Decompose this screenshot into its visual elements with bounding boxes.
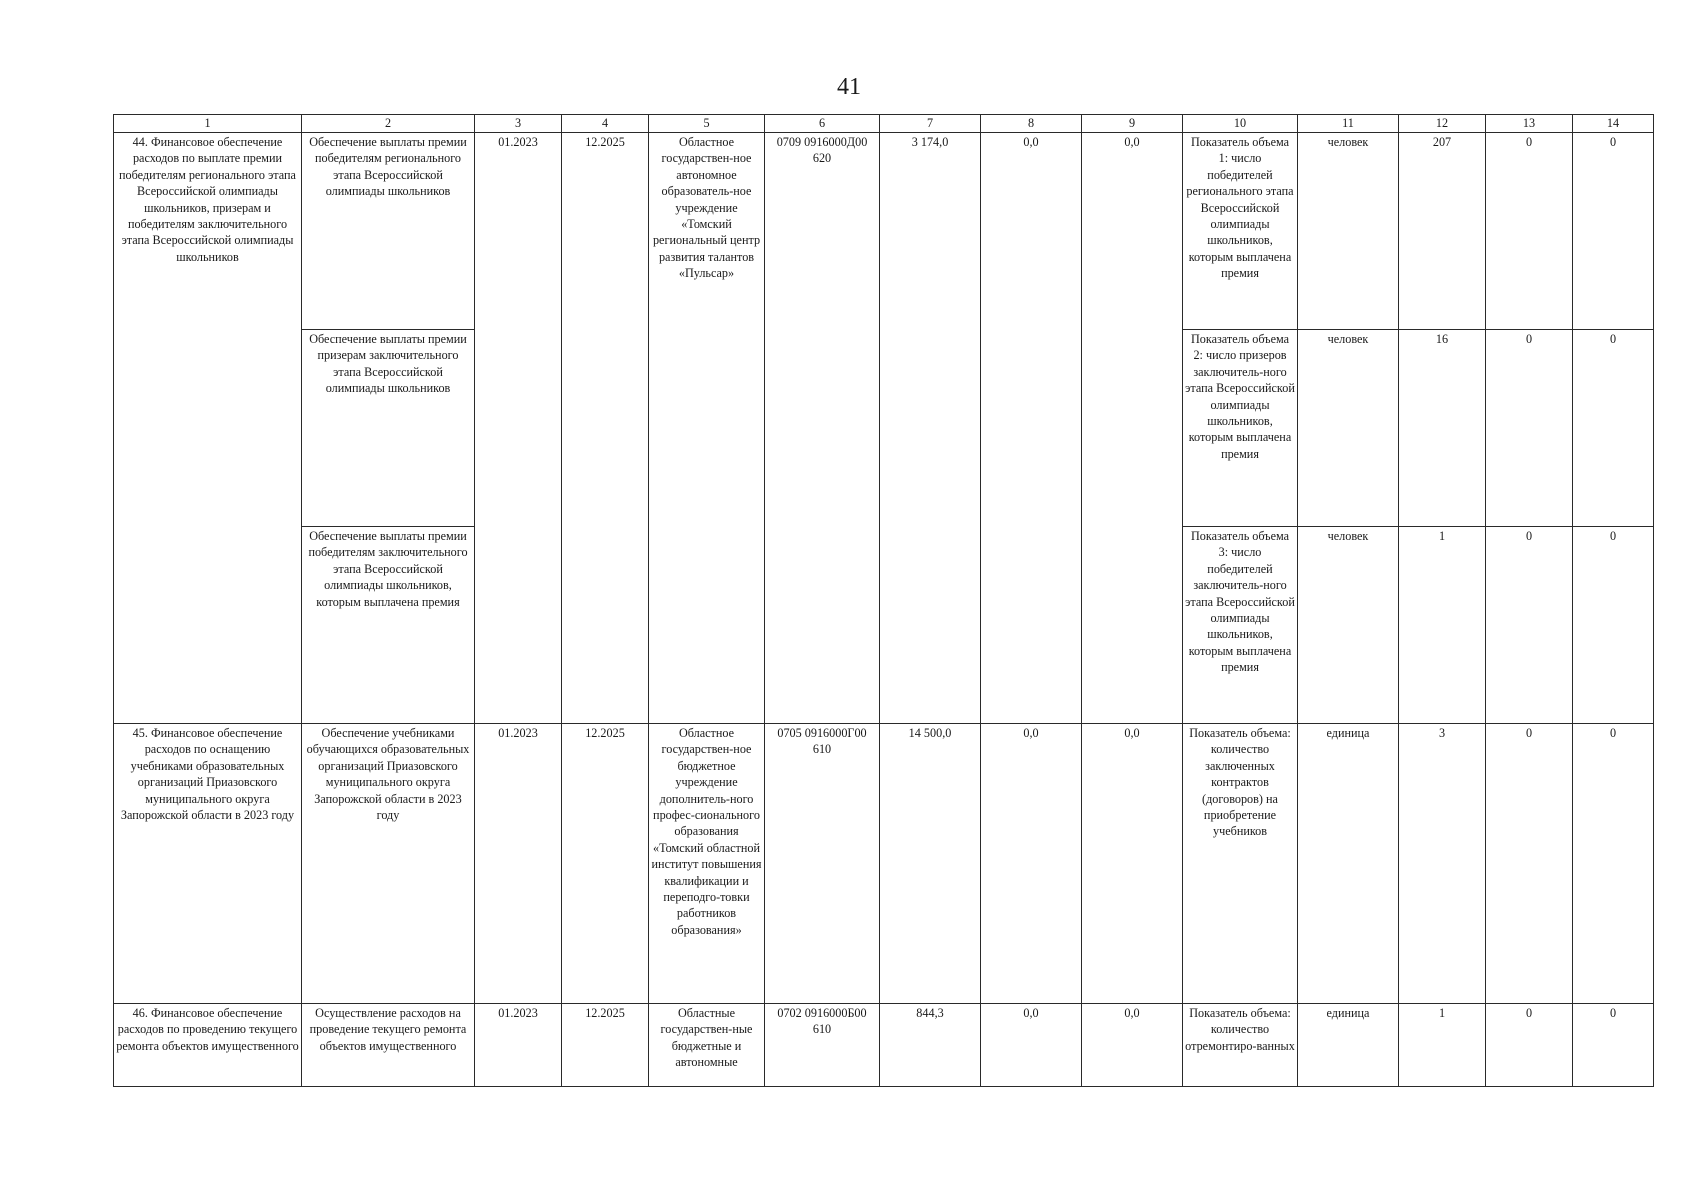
value-2023-cell: 3 [1399,724,1486,1004]
unit-cell: единица [1298,1004,1399,1087]
value-2023-cell: 1 [1399,527,1486,724]
column-9-cell: 0,0 [1082,1004,1183,1087]
column-9-cell: 0,0 [1082,724,1183,1004]
column-header-13: 13 [1486,115,1573,133]
header-row [114,115,1654,133]
table-row [114,133,1654,330]
column-header-5: 5 [649,115,765,133]
indicator-cell: Показатель объема: количество отремонтиро-ванных [1183,1004,1298,1087]
executor-cell: Областное государствен-ное бюджетное учреждение дополнитель-ного профес-сионального образования «Томский областной институт повышения квалификации и переподго-товки работников образования» [649,724,765,1004]
unit-cell: человек [1298,133,1399,330]
column-8-cell: 0,0 [981,133,1082,724]
column-8-cell: 0,0 [981,1004,1082,1087]
column-header-2: 2 [302,115,475,133]
end-date-cell: 12.2025 [562,724,649,1004]
value-2025-cell: 0 [1573,133,1654,330]
column-header-11: 11 [1298,115,1399,133]
event-cell: Обеспечение учебниками обучающихся образовательных организаций Приазовского муниципального округа Запорожской области в 2023 году [302,724,475,1004]
amount-cell: 3 174,0 [880,133,981,724]
event-cell: Осуществление расходов на проведение текущего ремонта объектов имущественного [302,1004,475,1087]
column-header-1: 1 [114,115,302,133]
column-header-8: 8 [981,115,1082,133]
column-header-4: 4 [562,115,649,133]
program-table [113,114,1654,1087]
value-2024-cell: 0 [1486,133,1573,330]
value-2025-cell: 0 [1573,724,1654,1004]
column-9-cell: 0,0 [1082,133,1183,724]
start-date-cell: 01.2023 [475,133,562,724]
unit-cell: человек [1298,527,1399,724]
budget-code-cell: 0702 0916000Б00 610 [765,1004,880,1087]
value-2025-cell: 0 [1573,330,1654,527]
page-number: 41 [837,74,861,100]
unit-cell: единица [1298,724,1399,1004]
column-header-6: 6 [765,115,880,133]
column-header-9: 9 [1082,115,1183,133]
event-cell: Обеспечение выплаты премии призерам заключительного этапа Всероссийской олимпиады школьников [302,330,475,527]
task-cell: 44. Финансовое обеспечение расходов по выплате премии победителям регионального этапа Всероссийской олимпиады школьников, призерам и победителям заключительного этапа Всероссийской олимпиады школьников [114,133,302,724]
table-row [114,1004,1654,1087]
event-cell: Обеспечение выплаты премии победителям заключительного этапа Всероссийской олимпиады школьников, которым выплачена премия [302,527,475,724]
indicator-cell: Показатель объема: количество заключенных контрактов (договоров) на приобретение учебников [1183,724,1298,1004]
end-date-cell: 12.2025 [562,1004,649,1087]
amount-cell: 844,3 [880,1004,981,1087]
indicator-cell: Показатель объема 3: число победителей заключитель-ного этапа Всероссийской олимпиады школьников, которым выплачена премия [1183,527,1298,724]
event-cell: Обеспечение выплаты премии победителям регионального этапа Всероссийской олимпиады школьников [302,133,475,330]
value-2025-cell: 0 [1573,527,1654,724]
column-8-cell: 0,0 [981,724,1082,1004]
value-2023-cell: 1 [1399,1004,1486,1087]
start-date-cell: 01.2023 [475,724,562,1004]
task-cell: 45. Финансовое обеспечение расходов по оснащению учебниками образовательных организаций Приазовского муниципального округа Запорожской области в 2023 году [114,724,302,1004]
value-2024-cell: 0 [1486,1004,1573,1087]
value-2023-cell: 16 [1399,330,1486,527]
unit-cell: человек [1298,330,1399,527]
start-date-cell: 01.2023 [475,1004,562,1087]
value-2023-cell: 207 [1399,133,1486,330]
value-2024-cell: 0 [1486,527,1573,724]
value-2024-cell: 0 [1486,724,1573,1004]
column-header-7: 7 [880,115,981,133]
end-date-cell: 12.2025 [562,133,649,724]
executor-cell: Областные государствен-ные бюджетные и автономные [649,1004,765,1087]
indicator-cell: Показатель объема 2: число призеров заключитель-ного этапа Всероссийской олимпиады школьников, которым выплачена премия [1183,330,1298,527]
task-cell: 46. Финансовое обеспечение расходов по проведению текущего ремонта объектов имущественного [114,1004,302,1087]
column-header-12: 12 [1399,115,1486,133]
budget-code-cell: 0705 0916000Г00 610 [765,724,880,1004]
indicator-cell: Показатель объема 1: число победителей регионального этапа Всероссийской олимпиады школьников, которым выплачена премия [1183,133,1298,330]
column-header-3: 3 [475,115,562,133]
amount-cell: 14 500,0 [880,724,981,1004]
table-row [114,724,1654,1004]
value-2025-cell: 0 [1573,1004,1654,1087]
value-2024-cell: 0 [1486,330,1573,527]
column-header-10: 10 [1183,115,1298,133]
column-header-14: 14 [1573,115,1654,133]
executor-cell: Областное государствен-ное автономное образователь-ное учреждение «Томский региональный центр развития талантов «Пульсар» [649,133,765,724]
budget-code-cell: 0709 0916000Д00 620 [765,133,880,724]
